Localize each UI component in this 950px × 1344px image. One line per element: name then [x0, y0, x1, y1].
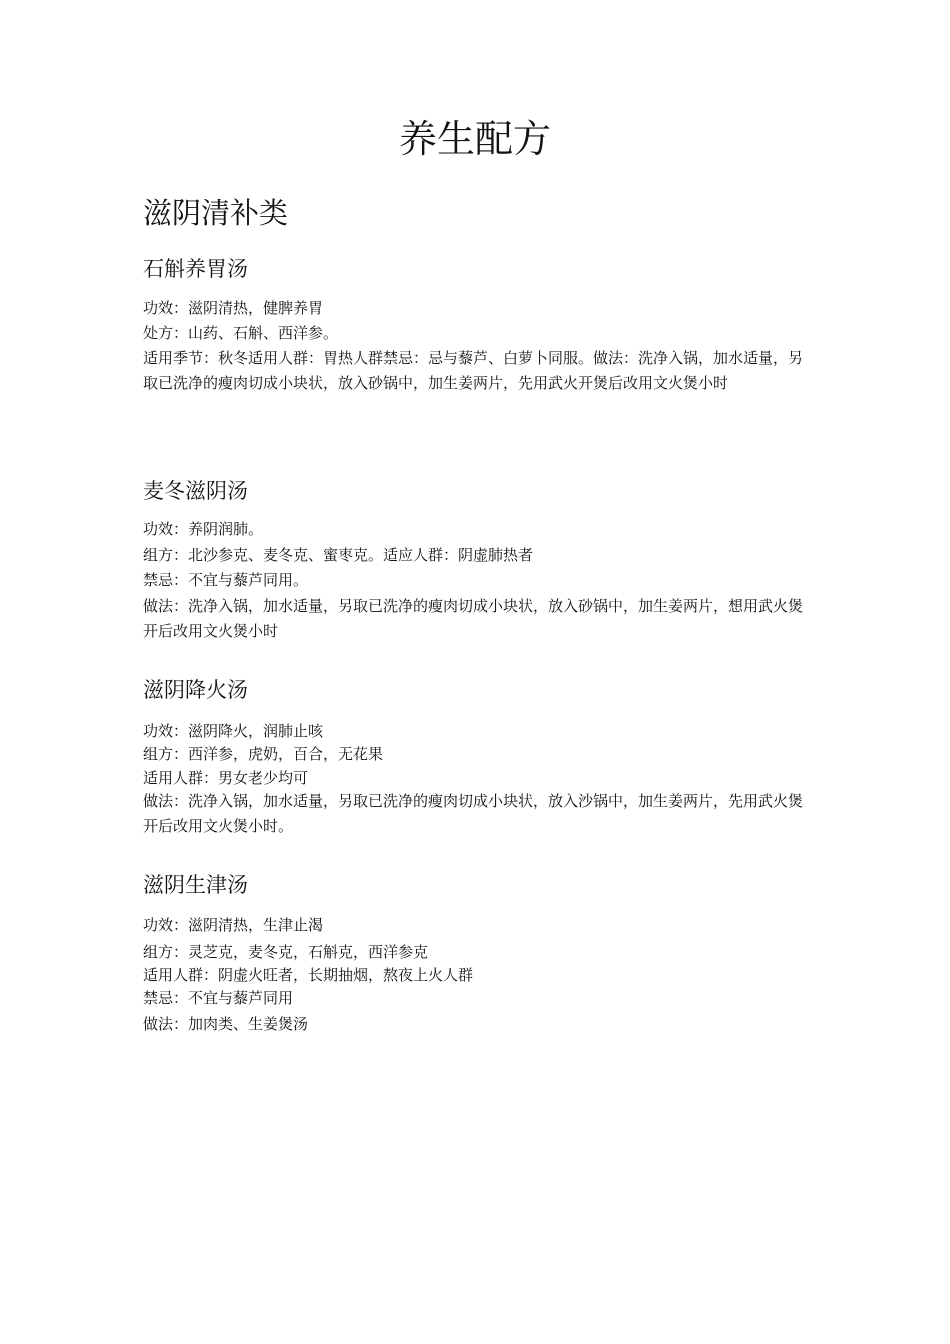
recipe-effect: 功效：养阴润肺。 [143, 520, 264, 538]
recipe-formula: 组方：西洋参，虎奶，百合，无花果 [143, 745, 384, 763]
recipe-effect: 功效：滋阴降火，润肺止咳 [143, 722, 324, 740]
recipe-suitable: 适用人群：阴虚火旺者，长期抽烟，熬夜上火人群 [143, 966, 474, 984]
category-heading: 滋阴清补类 [143, 196, 289, 230]
recipe-formula: 组方：灵芝克，麦冬克，石斛克，西洋参克 [143, 943, 429, 961]
document-title: 养生配方 [398, 117, 551, 161]
recipe-formula: 组方：北沙参克、麦冬克、蜜枣克。适应人群：阴虚肺热者 [143, 546, 534, 564]
recipe-effect: 功效：滋阴清热，生津止渴 [143, 916, 324, 934]
recipe-method: 做法：洗净入锅，加水适量，另取已洗净的瘦肉切成小块状，放入砂锅中，加生姜两片，想用武火煲开后改用文火煲小时 [143, 597, 804, 640]
recipe-taboo: 禁忌：不宜与藜芦同用 [143, 989, 294, 1007]
recipe-method: 做法：洗净入锅，加水适量，另取已洗净的瘦肉切成小块状，放入沙锅中，加生姜两片，先用武火煲开后改用文火煲小时。 [143, 792, 804, 835]
recipe-formula: 处方：山药、石斛、西洋参。 [143, 324, 339, 342]
recipe-taboo: 禁忌：不宜与藜芦同用。 [143, 571, 309, 589]
recipe-method: 做法：加肉类、生姜煲汤 [143, 1015, 309, 1033]
recipe-title-jianghuo: 滋阴降火汤 [143, 678, 248, 702]
recipe-title-maidong: 麦冬滋阴汤 [143, 479, 248, 503]
recipe-effect: 功效：滋阴清热，健脾养胃 [143, 299, 324, 317]
recipe-title-shihu: 石斛养胃汤 [143, 257, 248, 281]
recipe-details: 适用季节：秋冬适用人群：胃热人群禁忌：忌与藜芦、白萝卜同服。做法：洗净入锅，加水适量，另取已洗净的瘦肉切成小块状，放入砂锅中，加生姜两片，先用武火开煲后改用文火煲小时 [143, 349, 804, 392]
recipe-suitable: 适用人群：男女老少均可 [143, 769, 309, 787]
recipe-title-shengjin: 滋阴生津汤 [143, 873, 248, 897]
